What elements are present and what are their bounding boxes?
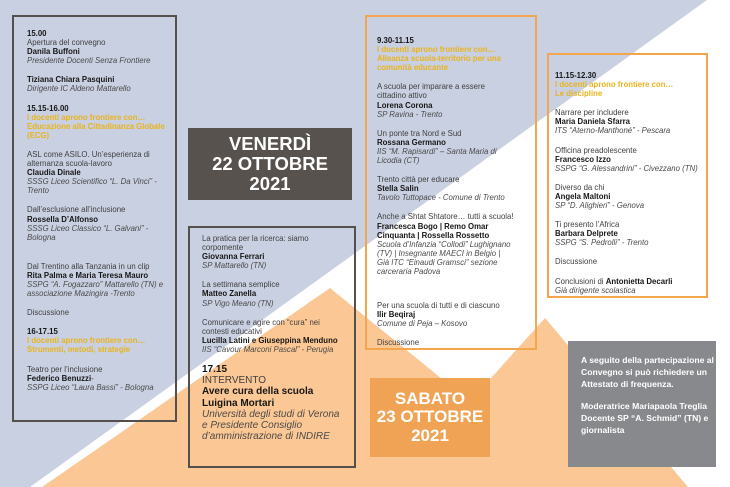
program-text-segment: Angela Maltoni (555, 191, 611, 201)
program-text-segment: SSPG “S. Pedrolli” - Trento (555, 238, 649, 248)
program-text-segment: SSSG Liceo Classico “L. Galvani” - (27, 223, 149, 233)
program-line (27, 29, 175, 38)
program-line (555, 117, 706, 126)
program-line (27, 215, 175, 224)
program-text-segment: ITS “Aterno-Manthoné” - Pescara (555, 126, 671, 136)
program-text-segment: Giovanna Ferrari (202, 252, 265, 262)
program-text-segment: Educazione alla Cittadinanza Globale (27, 121, 165, 131)
program-line (27, 374, 175, 383)
saturday-date-line: SABATO (394, 388, 466, 408)
program-line (555, 126, 706, 135)
program-text-segment: INTERVENTO (202, 375, 267, 387)
program-text-segment: Tiziana Chiara Pasquini (27, 75, 115, 85)
program-line (555, 89, 706, 98)
program-text-segment: Maria Daniela Sfarra (555, 117, 630, 127)
program-text-segment: Barbara Delprete (555, 229, 618, 239)
program-text-segment: Francesco Izzo (555, 154, 611, 164)
program-text-segment: SP “D. Alighieri” - Genova (555, 201, 645, 211)
program-text-segment: Stella Salin (377, 184, 419, 194)
program-line (202, 243, 354, 252)
program-text-segment: Teatro per l’inclusione (27, 364, 103, 374)
program-text-segment: Scuola d’Infanzia “Collodi” Lughignano (377, 239, 511, 249)
program-text-segment: corpomente (202, 243, 244, 253)
program-text-segment: SSPG “G. Alessandrini” - Civezzano (TN) (555, 163, 698, 173)
program-text-segment: IIS “M. Rapisardi” – Santa Maria di (377, 146, 497, 156)
program-line (27, 383, 175, 392)
program-line (202, 420, 354, 431)
friday-date-line: VENERDÌ (228, 133, 312, 154)
program-text-segment: Già dirigente scolastica (555, 285, 636, 295)
program-line (377, 54, 535, 63)
program-text-segment: SP Vigo Meano (TN) (202, 298, 274, 308)
program-line (377, 267, 535, 276)
program-line (27, 47, 175, 56)
program-line (27, 262, 175, 271)
program-line (27, 75, 175, 84)
program-line (202, 375, 354, 386)
program-line (27, 177, 175, 186)
program-line (377, 338, 535, 347)
program-text-segment: comunità educante (377, 63, 449, 73)
program-line (27, 336, 175, 345)
program-text-segment: Bologna (27, 232, 56, 242)
program-line (202, 398, 354, 409)
program-line (581, 355, 716, 367)
program-line (377, 258, 535, 267)
program-line (202, 234, 354, 243)
program-line (27, 365, 175, 374)
program-text-segment: Università degli studi di Verona (202, 408, 340, 420)
program-line (555, 183, 706, 192)
saturday-date-card (370, 378, 490, 457)
program-line (377, 138, 535, 147)
program-line (202, 336, 354, 345)
program-line (377, 301, 535, 310)
certificate-and-moderator-box (568, 341, 716, 467)
program-text-segment: Anche a Shtat Shtatore… tutti a scuola! (377, 212, 514, 222)
program-line (202, 364, 354, 375)
friday-sessions-box (12, 15, 177, 422)
program-text-segment: Moderatrice Mariapaola Treglia (581, 401, 708, 412)
program-text-segment: SSPG “A. Fogazzaro” Mattarello (TN) e (27, 279, 164, 289)
program-text-segment: contesti educativi (202, 326, 262, 336)
saturday-date-line: 23 OTTOBRE (376, 407, 484, 427)
program-line (555, 164, 706, 173)
program-line (377, 45, 535, 54)
program-text-segment: Per una scuola di tutti e di ciascuno (377, 301, 500, 311)
program-text-segment: Federico Benuzzi (27, 373, 92, 383)
program-text-segment: Un ponte tra Nord e Sud (377, 128, 462, 138)
program-text-segment: Matteo Zanella (202, 289, 257, 299)
program-line (555, 220, 706, 229)
program-line (377, 222, 535, 231)
program-text-segment: Comunicare e agire con “cura” nei (202, 317, 320, 327)
program-text-segment: Docente SP “A. Schmid” (TN) e (581, 413, 709, 424)
program-text-segment: La pratica per la ricerca: siamo (202, 234, 309, 243)
program-text-segment: Rossella D’Alfonso (27, 214, 99, 224)
program-line (377, 249, 535, 258)
program-line (581, 379, 716, 391)
program-line (555, 238, 706, 247)
program-line (555, 229, 706, 238)
program-text-segment: A seguito della partecipazione al (581, 355, 714, 365)
program-line (27, 345, 175, 354)
program-line (27, 168, 175, 177)
program-line (555, 80, 706, 89)
program-text-segment: La settimana semplice (202, 280, 280, 290)
program-line (555, 257, 706, 266)
program-text-segment: (ECG) (27, 130, 50, 140)
program-text-segment: Comune di Peja – Kosovo (377, 319, 468, 329)
program-line (555, 201, 706, 210)
program-text-segment: ASL come ASILO. Un’esperienza di (27, 149, 150, 159)
program-line (377, 147, 535, 156)
program-line (27, 327, 175, 336)
program-text-segment: SP Ravina - Trento (377, 109, 443, 119)
program-line (27, 104, 175, 113)
program-text-segment: Cinquanta | Rossella Rossetto (377, 230, 490, 240)
program-text-segment: I docenti aprono frontiere con… (555, 80, 674, 90)
program-text-segment: Ti presento l’Africa (555, 220, 620, 230)
program-text-segment: (TV) | Insegnante MAECI in Belgio | (377, 248, 501, 258)
program-text-segment: Già ITC “Einaudi Gramsci” sezione (377, 257, 498, 267)
friday-date-line: 2021 (249, 173, 291, 194)
program-line (377, 184, 535, 193)
program-text-segment: Francesca Bogo | Remo Omar (377, 221, 489, 231)
program-line (377, 129, 535, 138)
program-line (27, 280, 175, 289)
program-text-segment: - (91, 373, 94, 383)
program-line (377, 240, 535, 249)
program-text-segment: SSSG Liceo Scientifico “L. Da Vinci” - (27, 177, 157, 187)
saturday-date-line: 2021 (411, 425, 449, 445)
program-text-segment: Lucilla Latini e Giuseppina Menduno (202, 335, 338, 345)
program-line (202, 431, 354, 442)
program-text-segment: Le discipline (555, 89, 603, 99)
program-text-segment: Attestato di frequenza. (581, 378, 674, 389)
program-line (27, 271, 175, 280)
program-line (377, 319, 535, 328)
saturday-morning-session-box (365, 15, 537, 350)
program-text-segment: giornalista (581, 424, 625, 435)
program-line (27, 308, 175, 317)
program-line (27, 205, 175, 214)
program-line (202, 327, 354, 336)
program-line (581, 367, 716, 379)
program-line (377, 212, 535, 221)
program-line (555, 155, 706, 164)
program-text-segment: Discussione (377, 338, 420, 348)
program-text-segment: Dall’esclusione all’inclusione (27, 205, 126, 215)
saturday-late-morning-session-box (547, 53, 708, 298)
program-text-segment: Apertura del convegno (27, 38, 106, 48)
program-text-segment: Discussione (555, 257, 598, 267)
program-line (202, 289, 354, 298)
program-text-segment: SP Mattarello (TN) (202, 261, 267, 271)
program-line (555, 192, 706, 201)
program-text-segment: d’amministrazione di INDIRE (202, 431, 330, 443)
friday-date-card (188, 128, 352, 200)
program-line (555, 277, 706, 286)
program-text-segment: associazione Mazingira -Trento (27, 289, 135, 299)
program-text-segment: Trento (27, 186, 49, 196)
program-text-segment: I docenti aprono frontiere con… (27, 112, 146, 122)
program-line (377, 193, 535, 202)
program-line (555, 286, 706, 295)
program-text-segment: I docenti aprono frontiere con… (27, 336, 146, 346)
program-line (202, 409, 354, 420)
program-text-segment: IIS “Cavour Marconi Pascal” - Perugia (202, 344, 334, 354)
program-text-segment: carceraria Padova (377, 266, 441, 276)
program-line (555, 108, 706, 117)
program-line (27, 84, 175, 93)
program-text-segment: 16-17.15 (27, 327, 58, 337)
program-line (202, 252, 354, 261)
program-text-segment: Conclusioni di (555, 276, 606, 286)
friday-workshops-box (188, 226, 356, 468)
program-line (377, 82, 535, 91)
program-text-segment: Luigina Mortari (202, 397, 275, 409)
program-text-segment: Trento città per educare (377, 175, 460, 185)
program-line (581, 413, 716, 425)
program-line (27, 122, 175, 131)
program-line (202, 345, 354, 354)
program-text-segment: Dal Trentino alla Tanzania in un clip (27, 261, 150, 271)
program-line (27, 56, 175, 65)
program-text-segment: Strumenti, metodi, strategie (27, 345, 131, 355)
program-line (555, 146, 706, 155)
program-text-segment: Discussione (27, 308, 70, 318)
program-text-segment: Ilir Beqiraj (377, 310, 416, 320)
program-text-segment: Avere cura della scuola (202, 386, 314, 398)
program-line (27, 289, 175, 298)
program-line (27, 131, 175, 140)
program-text-segment: Rossana Germano (377, 137, 446, 147)
program-line (27, 233, 175, 242)
program-line (202, 299, 354, 308)
program-text-segment: Dirigente IC Aldeno Mattarello (27, 84, 131, 94)
program-line (377, 63, 535, 72)
program-text-segment: Presidente Docenti Senza Frontiere (27, 56, 151, 66)
program-text-segment: 15.00 (27, 29, 47, 38)
program-line (377, 36, 535, 45)
program-line (555, 71, 706, 80)
program-text-segment: e Presidente Consiglio (202, 420, 303, 432)
friday-date-line: 22 OTTOBRE (212, 153, 328, 174)
program-text-segment: Licodia (CT) (377, 156, 420, 166)
program-line (27, 159, 175, 168)
program-line (377, 101, 535, 110)
program-text-segment: Convegno si può richiedere un (581, 366, 708, 377)
program-text-segment: Danila Buffoni (27, 47, 80, 57)
program-line (377, 91, 535, 100)
program-line (377, 110, 535, 119)
program-line (377, 231, 535, 240)
program-text-segment: 15.15-16.00 (27, 103, 69, 113)
program-text-segment: Tavolo Tuttopace - Comune di Trento (377, 193, 505, 203)
program-text-segment: Narrare per includere (555, 108, 629, 118)
program-text-segment: Officina preadolescente (555, 145, 637, 155)
program-line (202, 261, 354, 270)
program-text-segment: Antonietta Decarli (605, 276, 673, 286)
program-line (27, 186, 175, 195)
program-text-segment: Lorena Corona (377, 100, 433, 110)
program-line (377, 310, 535, 319)
program-text-segment: SSPG Liceo “Laura Bassi” - Bologna (27, 382, 154, 392)
program-line (27, 113, 175, 122)
program-line (202, 386, 354, 397)
program-line (581, 425, 716, 437)
program-line (202, 280, 354, 289)
program-line (27, 38, 175, 47)
program-text-segment: Claudia Dinale (27, 168, 81, 178)
program-text-segment: cittadino attivo (377, 91, 427, 101)
program-text-segment: Rita Palma e Maria Teresa Mauro (27, 270, 149, 280)
program-text-segment: 17.15 (202, 364, 228, 376)
program-text-segment: alternanza scuola-lavoro (27, 159, 112, 169)
program-text-segment: Diverso da chi (555, 182, 605, 192)
program-text-segment: 11.15-12.30 (555, 71, 597, 80)
program-line (377, 156, 535, 165)
program-text-segment: A scuola per imparare a essere (377, 82, 485, 92)
program-line (27, 224, 175, 233)
program-line (202, 318, 354, 327)
program-line (581, 401, 716, 413)
program-text-segment: I docenti aprono frontiere con… (377, 45, 496, 55)
program-text-segment: 9.30-11.15 (377, 36, 414, 45)
program-text-segment: Alleanza scuola-territorio per una (377, 54, 501, 64)
program-line (27, 150, 175, 159)
program-line (377, 175, 535, 184)
